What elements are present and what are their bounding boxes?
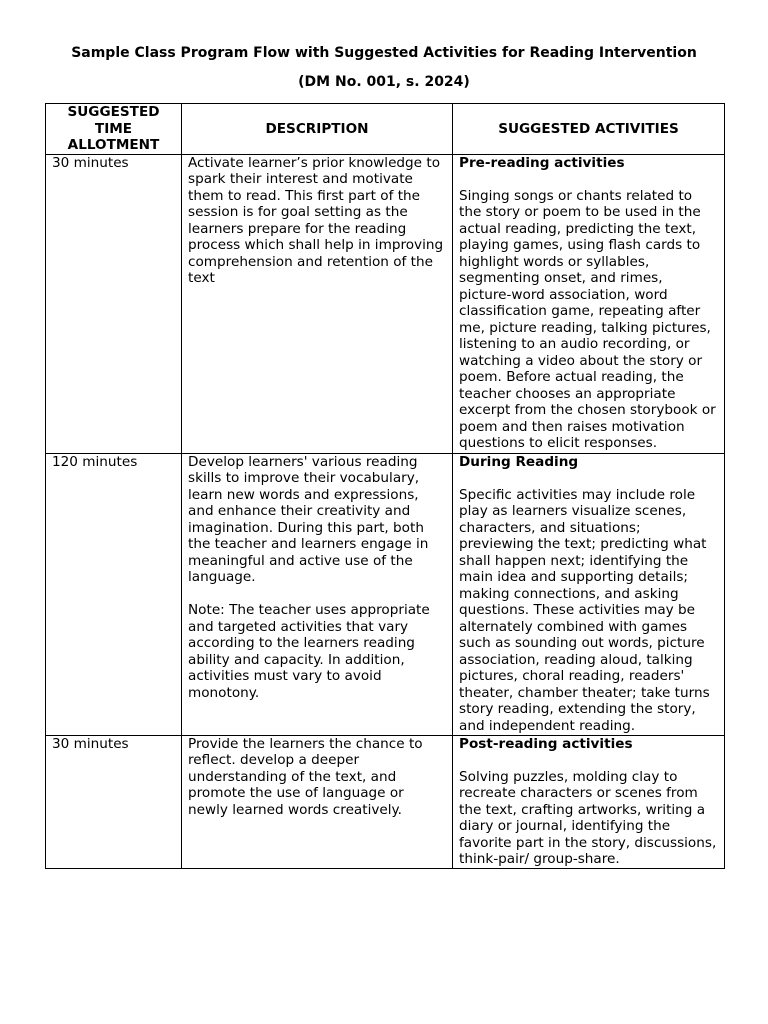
document-subtitle: (DM No. 001, s. 2024) bbox=[298, 74, 470, 90]
description-text: Provide the learners the chance to reflect. develop a deeper understanding of the text, and promote the use of language or newly learned words creatively. bbox=[188, 735, 423, 818]
activity-heading: Pre-reading activities bbox=[459, 154, 625, 171]
activities-cell bbox=[453, 154, 725, 453]
document-title: Sample Class Program Flow with Suggested Activities for Reading Intervention bbox=[71, 45, 697, 61]
description-note: Note: The teacher uses appropriate and targeted activities that vary according to the learners reading ability and capacity. In addition, activities must vary to avoid monotony. bbox=[188, 602, 430, 701]
table-row bbox=[46, 735, 725, 868]
description-cell bbox=[182, 735, 453, 868]
header-description: DESCRIPTION bbox=[182, 104, 453, 155]
activity-heading: Post-reading activities bbox=[459, 735, 633, 752]
activities-cell bbox=[453, 453, 725, 735]
program-flow-table bbox=[45, 103, 725, 869]
activity-heading: During Reading bbox=[459, 453, 579, 470]
table-row bbox=[46, 453, 725, 735]
activity-body: Specific activities may include role play as learners visualize scenes, characters, and situations; previewing the text; predicting what shall happen next; identifying the main idea and supporting details; making connections, and asking questions. These activities may be alternately combined with games such as sounding out words, picture association, reading aloud, talking pictures, choral reading, readers' theater, chamber theater; take turns story reading, extending the story, and independent reading. bbox=[459, 486, 710, 734]
time-cell: 30 minutes bbox=[46, 154, 182, 453]
header-suggested-activities: SUGGESTED ACTIVITIES bbox=[453, 104, 725, 155]
table-header-row bbox=[46, 104, 725, 155]
activity-body: Singing songs or chants related to the story or poem to be used in the actual reading, predicting the text, playing games, using flash cards to highlight words or syllables, segmenting onset, and rimes, picture-word association, word classification game, repeating after me, picture reading, talking pictures, listening to an audio recording, or watching a video about the story or poem. Before actual reading, the teacher chooses an appropriate excerpt from the chosen storybook or poem and then raises motivation questions to elicit responses. bbox=[459, 187, 716, 451]
description-text: Activate learner’s prior knowledge to spark their interest and motivate them to read. This first part of the session is for goal setting as the learners prepare for the reading process which shall help in improving comprehension and retention of the text bbox=[188, 154, 444, 286]
header-time-allotment: SUGGESTED TIME ALLOTMENT bbox=[46, 104, 182, 155]
table-row bbox=[46, 154, 725, 453]
description-cell bbox=[182, 453, 453, 735]
time-cell: 120 minutes bbox=[46, 453, 182, 735]
time-cell: 30 minutes bbox=[46, 735, 182, 868]
activities-cell bbox=[453, 735, 725, 868]
description-text: Develop learners' various reading skills to improve their vocabulary, learn new words and expressions, and enhance their creativity and imagination. During this part, both the teacher and learners engage in meaningful and active use of the language. bbox=[188, 453, 429, 585]
activity-body: Solving puzzles, molding clay to recreate characters or scenes from the text, crafting artworks, writing a diary or journal, identifying the favorite part in the story, discussions, think-pair/ group-share. bbox=[459, 768, 717, 867]
description-cell bbox=[182, 154, 453, 453]
